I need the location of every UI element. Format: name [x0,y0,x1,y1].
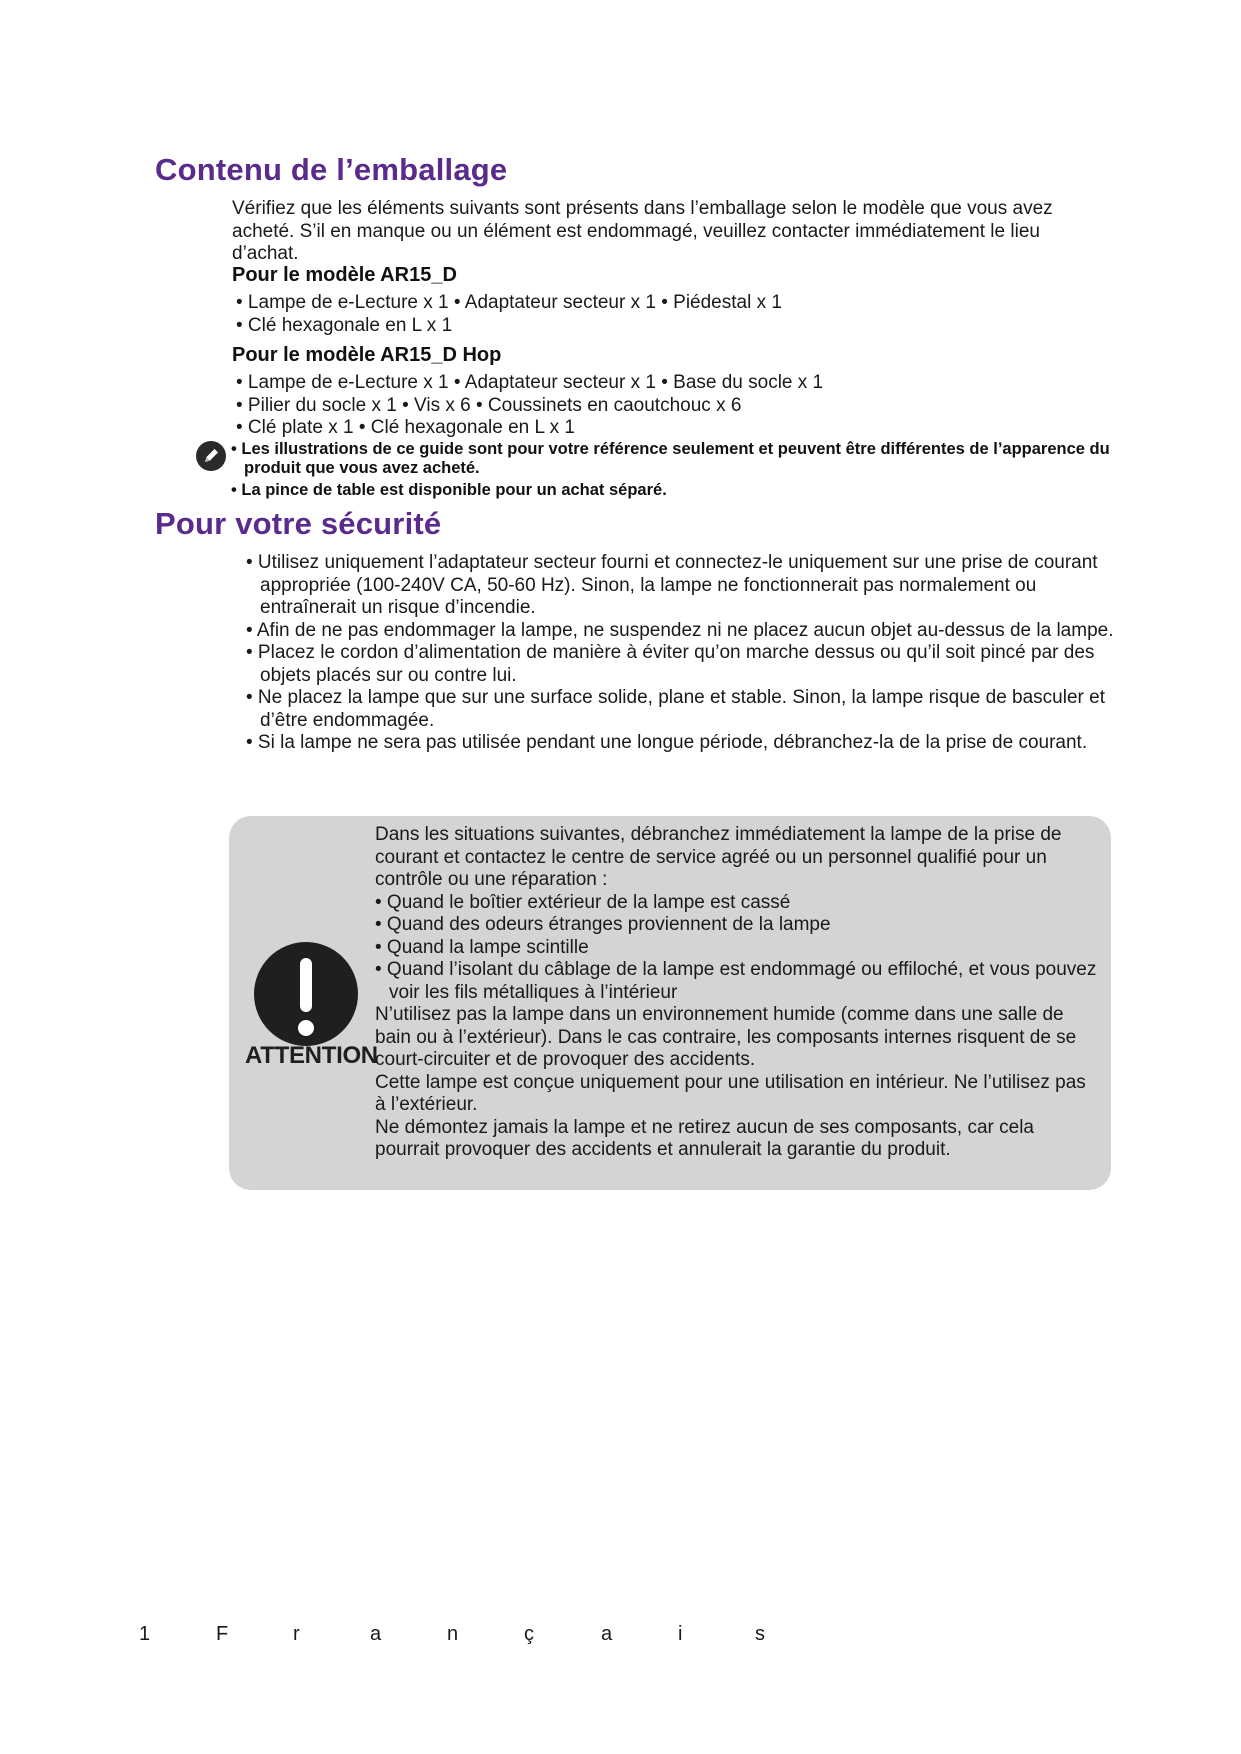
note-item: • Les illustrations de ce guide sont pour votre référence seulement et peuvent être différentes de l’apparence du produit que vous avez acheté. [231,440,1110,477]
footer-letter: n [447,1623,459,1645]
notes-list [231,440,1111,500]
list-item: • Afin de ne pas endommager la lampe, ne suspendez ni ne placez aucun objet au-dessus de la lampe. [246,619,1114,641]
footer-letter: F [216,1623,229,1645]
footer-letter: i [678,1623,683,1645]
model2-title: Pour le modèle AR15_D Hop [232,344,502,366]
warning-box [229,816,1111,1190]
note-pencil-icon [196,441,226,471]
page-number: 1 [139,1623,151,1645]
list-item: • Clé plate x 1 • Clé hexagonale en L x 1 [236,417,575,438]
safety-list [246,552,1116,755]
warning-intro: Dans les situations suivantes, débranchez immédiatement la lampe de la prise de courant et contactez le centre de service agréé ou un personnel qualifié pour un contrôle ou une réparation : [375,824,1062,890]
list-item: • Placez le cordon d’alimentation de manière à éviter qu’on marche dessus ou qu’il soit pincé par des objets placés sur ou contre lui. [246,642,1095,686]
list-item: • Ne placez la lampe que sur une surface solide, plane et stable. Sinon, la lampe risque de basculer et d’être endommagée. [246,687,1105,731]
list-item: • Lampe de e-Lecture x 1 • Adaptateur secteur x 1 • Base du socle x 1 [236,372,824,393]
model1-title: Pour le modèle AR15_D [232,264,457,286]
list-item: • Si la lampe ne sera pas utilisée pendant une longue période, débranchez-la de la prise de courant. [246,732,1088,753]
section-title-package-contents: Contenu de l’emballage [155,152,508,187]
list-item: • Pilier du socle x 1 • Vis x 6 • Coussinets en caoutchouc x 6 [236,394,742,416]
warning-text [375,824,1100,1162]
package-intro: Vérifiez que les éléments suivants sont présents dans l’emballage selon le modèle que vous avez acheté. S’il en manque ou un élément est endommagé, veuillez contacter immédiatement le lieu d’achat. [232,198,1053,264]
list-item: • Utilisez uniquement l’adaptateur secteur fourni et connectez-le uniquement sur une prise de courant appropriée (100-240V CA, 50-60 Hz). Sinon, la lampe ne fonctionnerait pas normalement ou entraînerait un risque d’incendie. [246,552,1098,618]
list-item: • Quand l’isolant du câblage de la lampe est endommagé ou effiloché, et vous pouvez voir les fils métalliques à l’intérieur [375,959,1097,1003]
warning-paragraph: N’utilisez pas la lampe dans un environnement humide (comme dans une salle de bain ou à l’extérieur). Dans le cas contraire, les composants internes risquent de se court-circuiter et de provoquer des accidents. [375,1004,1077,1070]
page-footer [139,1623,832,1646]
list-item: • Quand des odeurs étranges proviennent de la lampe [375,914,831,935]
note-item: • La pince de table est disponible pour un achat séparé. [231,481,667,499]
list-item: • Clé hexagonale en L x 1 [236,314,453,336]
footer-letter: ç [524,1623,534,1645]
warning-paragraph: Ne démontez jamais la lampe et ne retirez aucun de ses composants, car cela pourrait provoquer des accidents et annulerait la garantie du produit. [375,1116,1034,1160]
warning-paragraph: Cette lampe est conçue uniquement pour une utilisation en intérieur. Ne l’utilisez pas à l’extérieur. [375,1071,1086,1115]
model2-list [236,372,823,440]
model1-list [236,292,782,337]
exclamation-icon [254,942,358,1046]
footer-letter: a [601,1623,613,1645]
section-title-safety: Pour votre sécurité [155,506,442,541]
list-item: • Lampe de e-Lecture x 1 • Adaptateur secteur x 1 • Piédestal x 1 [236,292,782,313]
list-item: • Quand la lampe scintille [375,936,589,958]
list-item: • Quand le boîtier extérieur de la lampe est cassé [375,891,791,913]
footer-letter: a [370,1623,382,1645]
warning-label: ATTENTION [245,1042,378,1069]
footer-letter: r [293,1623,300,1645]
footer-letter: s [755,1623,765,1645]
